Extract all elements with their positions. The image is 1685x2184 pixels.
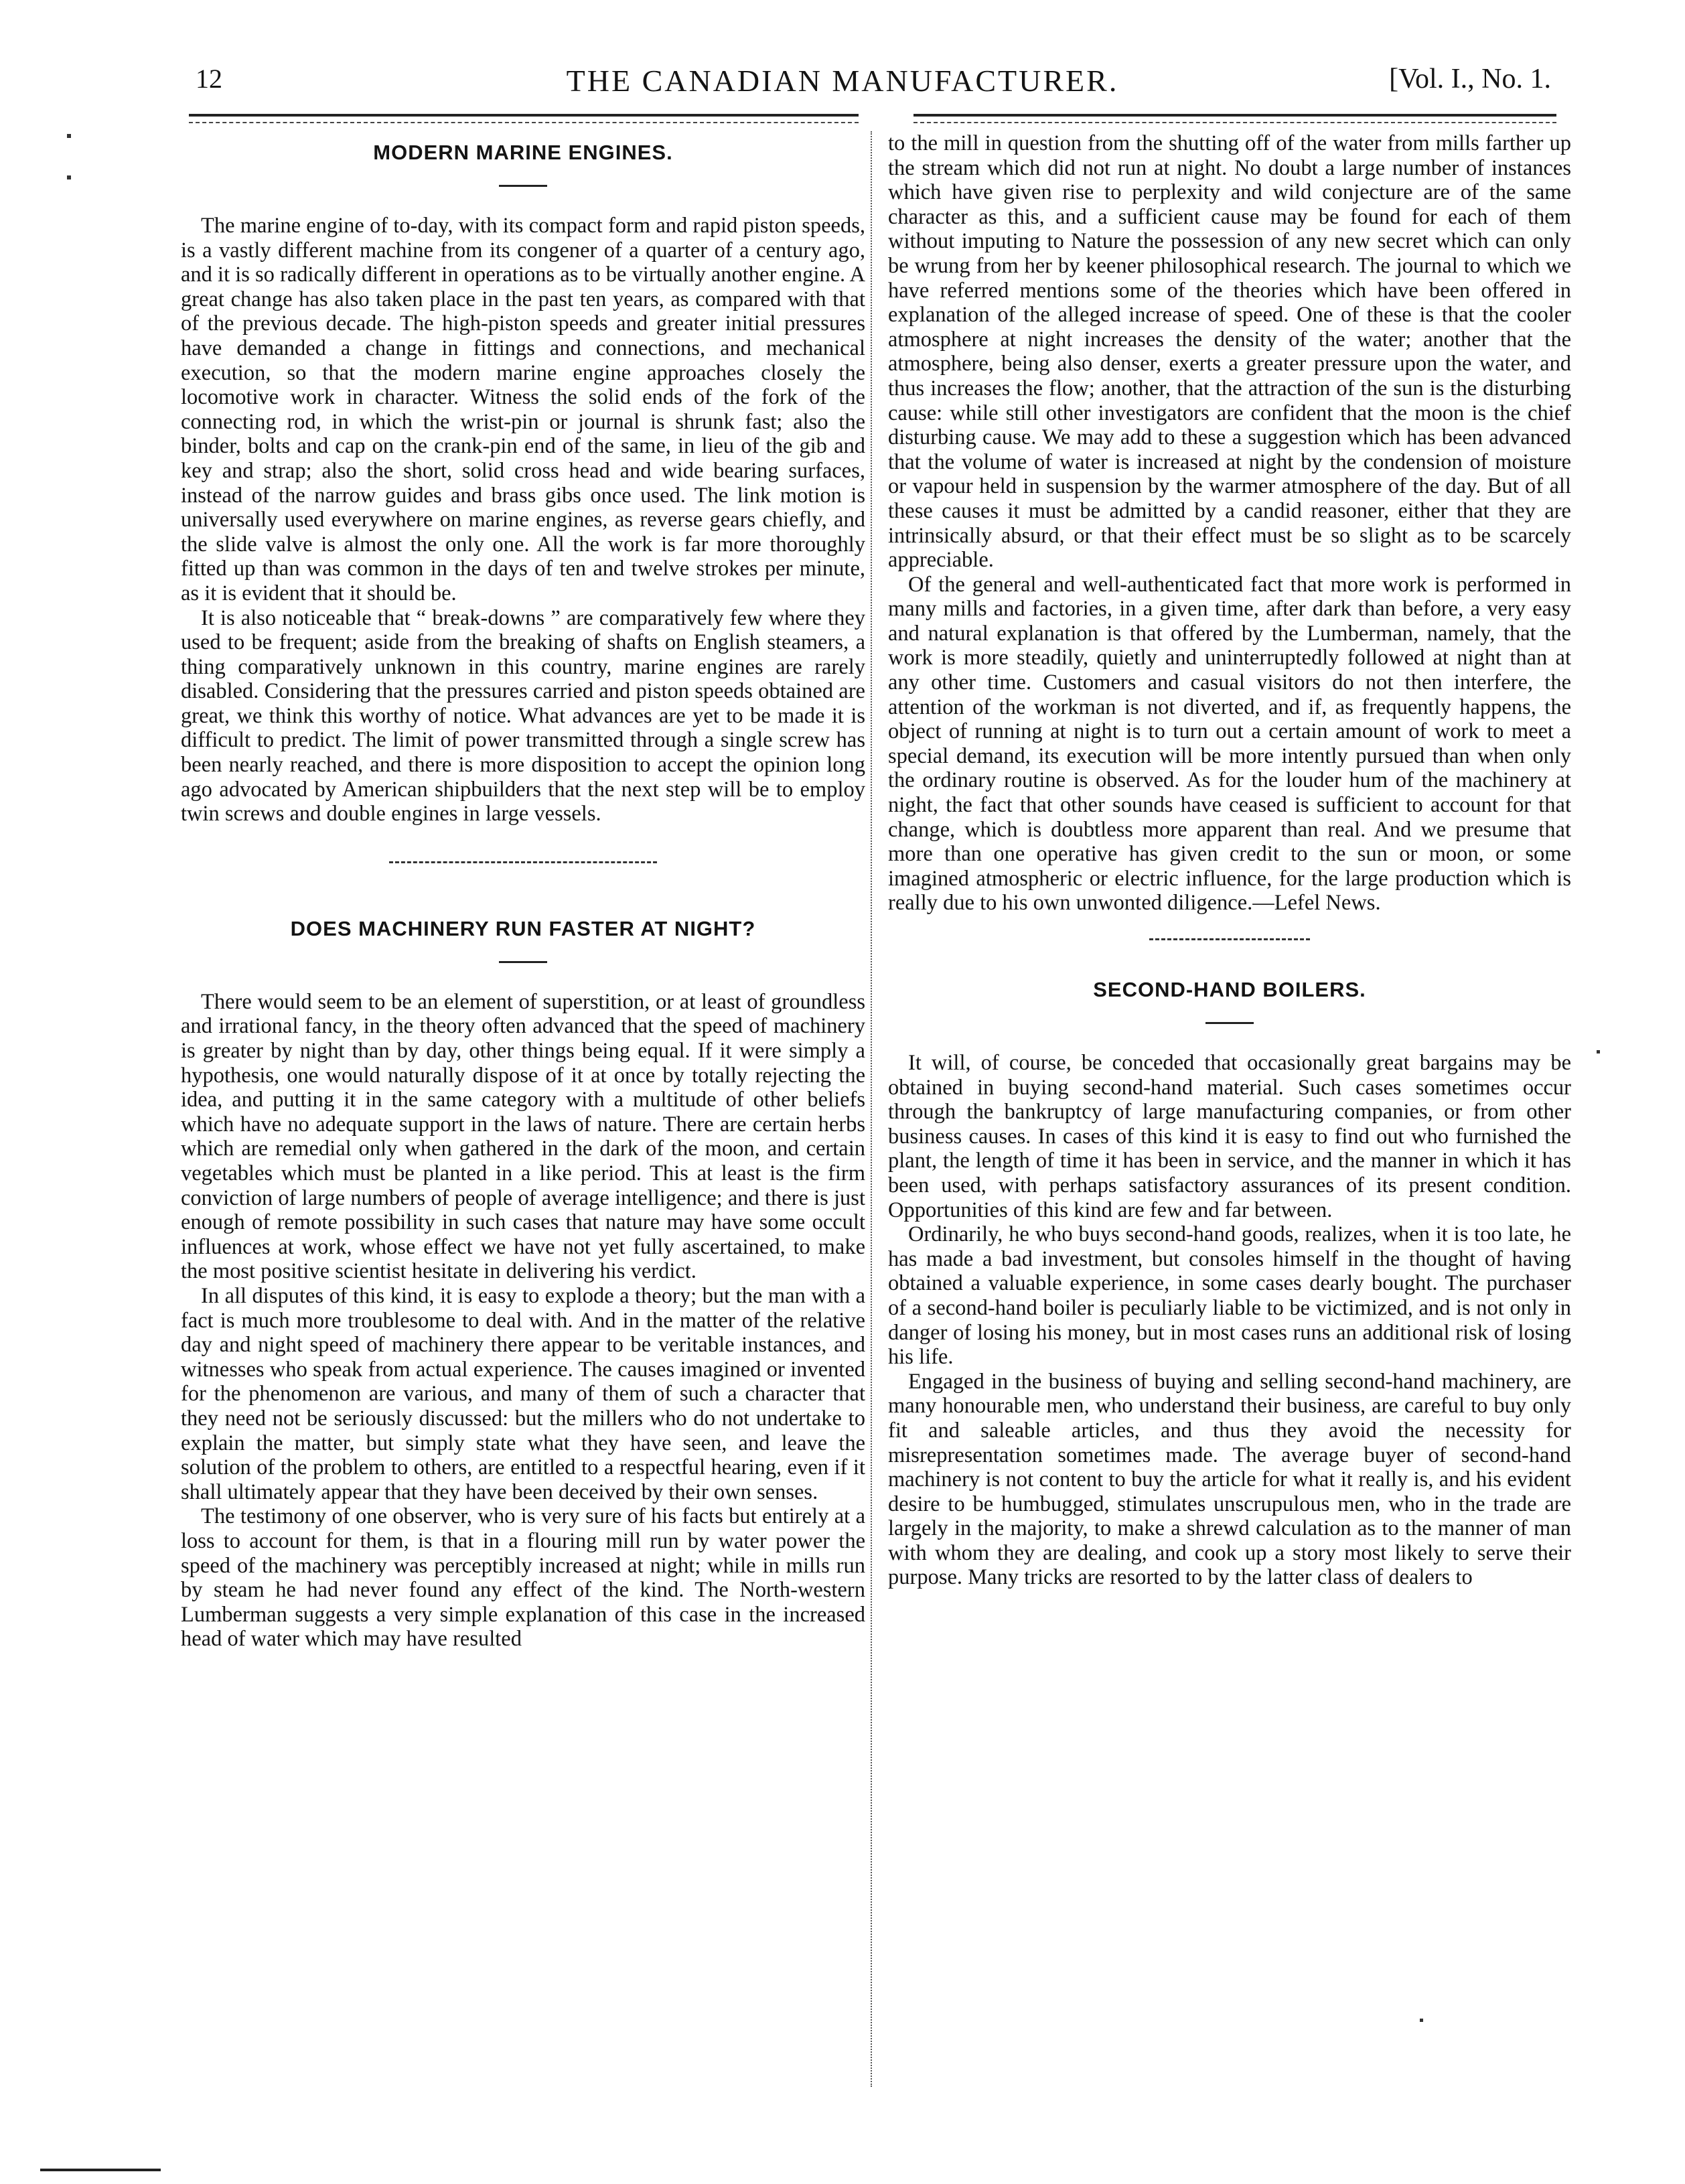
paragraph: It is also noticeable that “ break-downs ” are comparatively few where they used to be frequent; aside from the breaking of shafts on English steamers, a thing comparatively unknown in this country, marine engines are rarely disabled. Considering that the pressures carried and piston speeds obtained are great, we think this worthy of notice. What advances are yet to be made it is difficult to predict. The limit of power transmitted through a single screw has been nearly reached, and there is more disposition to accept the opinion long ago advocated by American shipbuilders that the next step will be to employ twin screws and double engines in large vessels. [181, 605, 865, 826]
paragraph: There would seem to be an element of superstition, or at least of groundless and irrational fancy, in the theory often advanced that the speed of machinery is greater by night than by day, other things being equal. If it were simply a hypothesis, one would naturally dispose of it at once by totally rejecting the idea, and putting it in the same category with a multitude of other beliefs which have no adequate support in the laws of nature. There are certain herbs which are remedial only when gathered in the dark of the moon, and certain vegetables which must be planted in a like period. This at least is the firm conviction of large numbers of people of average intelligence; and there is just enough of remote possibility in such cases that nature may have some occult influences at work, whose effect we have not yet fully ascertained, to make the most positive scientist hesitate in delivering his verdict. [181, 989, 865, 1284]
journal-title: THE CANADIAN MANUFACTURER. [566, 64, 1119, 98]
header-rule-left [189, 114, 859, 117]
paragraph: The testimony of one observer, who is very sure of his facts but entirely at a loss to account for them, is that in a flouring mill run by water power the speed of the machinery was perceptibly increased at night; while in mills run by steam he had never found any effect of the kind. The North-western Lumberman suggests a very simple explanation of this case in the increased head of water which may have resulted [181, 1504, 865, 1652]
paragraph-continued: to the mill in question from the shutting off of the water from mills farther up the stream which did not run at night. No doubt a large number of instances which have given rise to perplexity and wild conjecture are of the same character as this, and a sufficient cause may be found for each of them without imputing to Nature the possession of any new secret which can only be wrung from her by keener philosophical research. The journal to which we have referred mentions some of the theories which have been offered in explanation of the alleged increase of speed. One of these is that the cooler atmosphere at night increases the density of the water; another that the atmosphere, being also denser, exerts a greater pressure upon the water, and thus increases the flow; another, that the attraction of the sun is the disturbing cause: while still other investigators are confident that the moon is the chief disturbing cause. We may add to these a suggestion which has been advanced that the volume of water is increased at night by the condension of moisture or vapour held in suspension by the warmer atmosphere of the day. But of all these causes it must be admitted by a candid reasoner, either that they are intrinsically absurd, or that their effect must be so slight as to be scarcely appreciable. [888, 131, 1571, 573]
title-rule [1205, 1022, 1254, 1024]
section-divider [1149, 938, 1310, 940]
column-divider [871, 131, 872, 2087]
print-speck [67, 134, 71, 138]
right-column [888, 131, 1571, 1590]
title-rule [499, 961, 547, 963]
paragraph: Of the general and well-authenticated fact that more work is performed in many mills and factories, in a given time, after dark than before, a very easy and natural explanation is that offered by the Lumberman, namely, that the work is more steadily, quietly and uninterruptedly followed at night than at any other time. Customers and casual visitors do not then interfere, the attention of the workman is not diverted, and if, as frequently happens, the object of running at night is to turn out a certain amount of work to meet a special demand, its execution will be more intently pursued than when only the ordinary routine is observed. As for the louder hum of the machinery at night, the fact that other sounds have ceased is sufficient to account for that change, which is doubtless more apparent than real. And we presume that more than one operative has given credit to the sun or moon, or some imagined atmospheric or electric influence, for the large production which is really due to his own unwonted diligence.—Lefel News. [888, 572, 1571, 916]
header-rule-right [913, 114, 1556, 117]
header-dash-rule-left [189, 122, 859, 123]
article-title-second-hand-boilers: SECOND-HAND BOILERS. [1093, 978, 1366, 1001]
paragraph: It will, of course, be conceded that occasionally great bargains may be obtained in buying second-hand material. Such cases sometimes occur through the bankruptcy of large manufacturing companies, or from other business causes. In cases of this kind it is easy to find out who furnished the plant, the length of time it has been in service, and the manner in which it has been used, with perhaps satisfactory assurances of its present condition. Opportunities of this kind are few and far between. [888, 1051, 1571, 1222]
article-title-machinery-night: DOES MACHINERY RUN FASTER AT NIGHT? [290, 916, 756, 940]
issue-label: [Vol. I., No. 1. [1389, 64, 1551, 94]
left-column [181, 131, 865, 1652]
bottom-edge-mark [40, 2169, 161, 2171]
running-head [0, 63, 1685, 103]
print-speck [67, 175, 71, 179]
paragraph: Engaged in the business of buying and selling second-hand machinery, are many honourable men, who understand their business, are careful to buy only fit and saleable articles, and thus they avoid the necessity for misrepresentation sometimes made. The average buyer of second-hand machinery is not content to buy the article for what it really is, and his evident desire to be humbugged, stimulates unscrupulous men, who in the trade are largely in the majority, to make a shrewd calculation as to the manner of man with whom they are dealing, and cook up a story most likely to serve their purpose. Many tricks are resorted to by the latter class of dealers to [888, 1369, 1571, 1590]
article-title-marine-engines: MODERN MARINE ENGINES. [373, 141, 673, 164]
print-speck [1420, 2019, 1423, 2022]
header-dash-rule-right [913, 122, 1556, 123]
paragraph: The marine engine of to-day, with its compact form and rapid piston speeds, is a vastly different machine from its congener of a quarter of a century ago, and it is so radically different in operations as to be virtually another engine. A great change has also taken place in the past ten years, as compared with that of the previous decade. The high-piston speeds and greater initial pressures have demanded a change in fittings and connections, and mechanical execution, so that the modern marine engine approaches closely the locomotive work in character. Witness the solid ends of the fork of the connecting rod, in which the wrist-pin or journal is shrunk fast; also the binder, bolts and cap on the crank-pin end of the same, in lieu of the gib and key and strap; also the short, solid cross head and wide bearing surfaces, instead of the narrow guides and brass gibs once used. The link motion is universally used everywhere on marine engines, as reverse gears chiefly, and the slide valve is almost the only one. All the work is far more thoroughly fitted up than was common in the days of ten and twelve strokes per minute, as it is evident that it should be. [181, 214, 865, 605]
title-rule [499, 185, 547, 187]
section-divider [389, 861, 657, 863]
paragraph: In all disputes of this kind, it is easy to explode a theory; but the man with a fact is much more troublesome to deal with. And in the matter of the relative day and night speed of machinery there appear to be veritable instances, and witnesses who speak from actual experience. The causes imagined or invented for the phenomenon are various, and many of them of such a character that they need not be seriously discussed: but the millers who do not undertake to explain the matter, but simply state what they have seen, and leave the solution of the problem to others, are entitled to a respectful hearing, even if it shall ultimately appear that they have been deceived by their own senses. [181, 1283, 865, 1504]
page-number: 12 [196, 64, 222, 94]
paragraph: Ordinarily, he who buys second-hand goods, realizes, when it is too late, he has made a bad investment, but consoles himself in the thought of having obtained a valuable experience, in some cases dearly bought. The purchaser of a second-hand boiler is peculiarly liable to be victimized, and is not only in danger of losing his money, but in most cases runs an additional risk of losing his life. [888, 1222, 1571, 1370]
print-speck [1597, 1050, 1600, 1053]
